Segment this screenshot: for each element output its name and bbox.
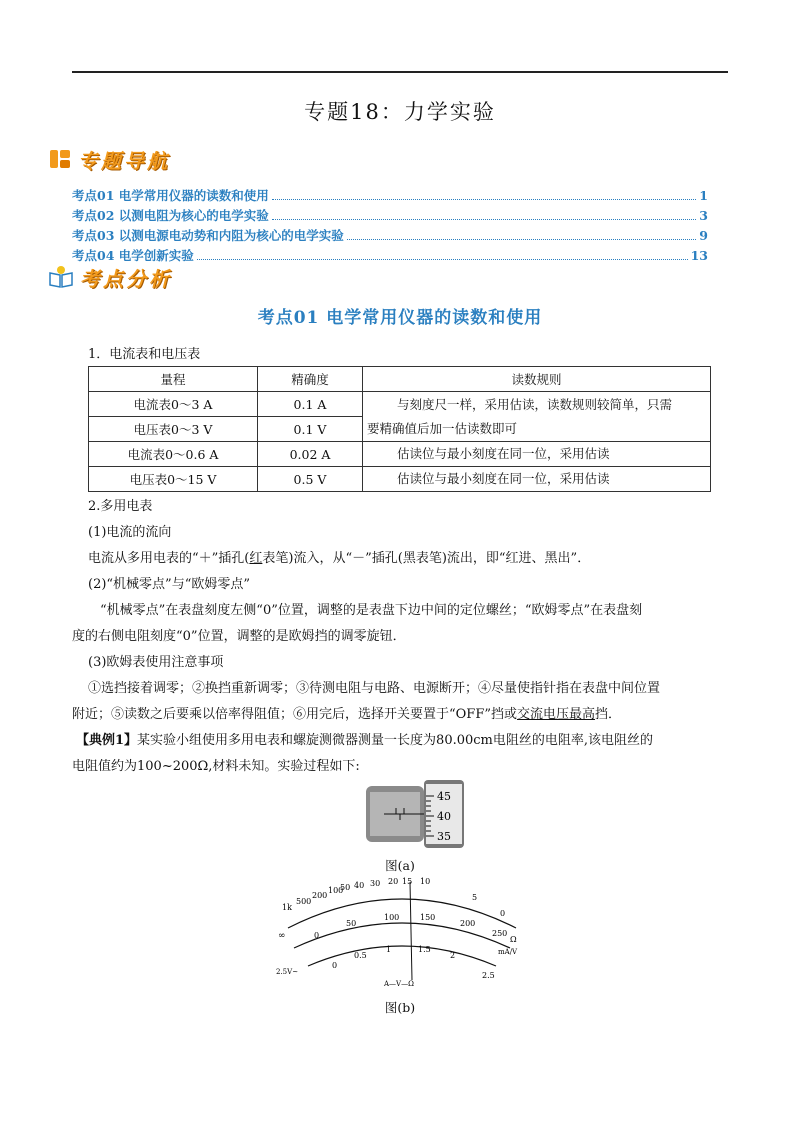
dial-tick-label: 50	[346, 919, 357, 928]
dial-mark: mA/V	[498, 948, 518, 956]
text-run: 表笔)流入，从“－”插孔(黑表笔)流出，即“红进、黑出”．	[262, 551, 591, 566]
toc-leader	[272, 199, 697, 200]
table-cell-merged	[363, 392, 711, 442]
text-run: 某实验小组使用多用电表和螺旋测微器测量一长度为80.00cm电阻丝的电阻率,该电阻丝的	[137, 733, 654, 748]
nav-banner-label: 专题导航	[78, 148, 170, 173]
table-cell: 0.02 A	[258, 442, 363, 467]
dial-tick-label: 40	[354, 881, 365, 890]
table-cell: 电流表0～3 A	[89, 392, 258, 417]
toc-label: 考点03 以测电源电动势和内阻为核心的电学实验	[72, 228, 344, 243]
table-cell: 0.1 V	[258, 417, 363, 442]
dial-tick-label: 50	[340, 883, 351, 892]
table-cell: 电流表0～0.6 A	[89, 442, 258, 467]
dial-tick-label: 200	[312, 891, 328, 900]
dial-bottom-label: A—V—Ω	[384, 980, 414, 988]
dial-tick-label: 30	[370, 879, 381, 888]
dial-tick-label: 2	[450, 951, 456, 960]
analysis-banner	[48, 262, 172, 292]
merged-rule-line: 与刻度尺一样，采用估读，读数规则较简单，只需	[397, 396, 673, 412]
s2-heading: 2.多用电表	[88, 499, 153, 514]
dial-tick-label: 20	[388, 877, 399, 886]
dial-tick-label: 100	[384, 913, 400, 922]
dial-tick-label: 200	[460, 919, 476, 928]
section-title: 考点01 电学常用仪器的读数和使用	[257, 308, 543, 328]
dial-mark: Ω	[510, 935, 517, 944]
dial-tick-label: 1	[386, 945, 392, 954]
s1-heading: 1．电流表和电压表	[88, 347, 201, 362]
s2-2-line1: “机械零点”在表盘刻度左侧“0”位置，调整的是表盘下边中间的定位螺丝；“欧姆零点”在表盘刻	[100, 603, 643, 618]
table-cell: 估读位与最小刻度在同一位，采用估读	[363, 467, 711, 492]
current-scale-arc	[294, 923, 510, 948]
dial-tick-label: 150	[420, 913, 436, 922]
dial-tick-label: 0.5	[354, 951, 367, 960]
navigation-icon	[48, 147, 72, 171]
thimble-label: 45	[437, 790, 451, 803]
toc-leader	[197, 259, 688, 260]
s2-2-heading: (2)“机械零点”与“欧姆零点”	[88, 577, 250, 592]
toc-label: 考点04 电学创新实验	[72, 248, 194, 263]
dial-tick-label: 0	[500, 909, 506, 918]
dial-mark: ∞	[278, 931, 286, 941]
header-rule	[72, 71, 728, 73]
table-cell: 电压表0～3 V	[89, 417, 258, 442]
text-run: 电流从多用电表的“＋”插孔(	[88, 551, 250, 566]
analysis-banner-label: 考点分析	[80, 266, 172, 291]
example-label: 【典例1】	[76, 733, 138, 748]
dial-tick-label: 10	[420, 877, 431, 886]
needle	[410, 882, 412, 980]
dial-tick-label: 5	[472, 893, 478, 902]
dial-tick-label: 0	[314, 931, 320, 940]
toc-page: 9	[699, 228, 708, 243]
book-bulb-icon	[48, 265, 74, 289]
micrometer-figure	[366, 778, 466, 850]
dial-tick-label: 250	[492, 929, 508, 938]
figure-b-caption: 图(b)	[384, 1000, 416, 1015]
table-row	[89, 442, 711, 467]
example-line1	[76, 728, 728, 754]
toc-entry[interactable]	[72, 206, 708, 226]
toc-entry[interactable]	[72, 186, 708, 206]
toc-label: 考点01 电学常用仪器的读数和使用	[72, 188, 269, 203]
dial-tick-label: 2.5	[482, 971, 495, 980]
table-header-row	[89, 367, 711, 392]
table-row	[89, 392, 711, 417]
dial-tick-label: 500	[296, 897, 312, 906]
page-title: 专题18：力学实验	[304, 100, 496, 124]
s2-3-heading: (3)欧姆表使用注意事项	[88, 655, 224, 670]
toc-leader	[347, 239, 697, 240]
toc-label: 考点02 以测电阻为核心的电学实验	[72, 208, 269, 223]
text-run: 附近；⑤读数之后要乘以倍率得阻值；⑥用完后，选择开关要置于“OFF”挡或	[72, 707, 517, 722]
text-run: 挡．	[595, 707, 622, 722]
meters-table	[88, 366, 711, 492]
dial-mark: 2.5V~	[276, 968, 299, 976]
underlined-text: 交流电压最高	[517, 707, 596, 722]
table-cell: 电压表0～15 V	[89, 467, 258, 492]
dial-tick-label: 1.5	[418, 945, 431, 954]
underlined-text: 红	[249, 551, 263, 566]
table-cell: 0.5 V	[258, 467, 363, 492]
table-of-contents	[72, 186, 708, 266]
table-cell: 估读位与最小刻度在同一位，采用估读	[363, 442, 711, 467]
table-row	[89, 467, 711, 492]
table-cell: 0.1 A	[258, 392, 363, 417]
s2-3-line1: ①选挡接着调零；②换挡重新调零；③待测电阻与电路、电源断开；④尽量使指针指在表盘中间位置	[88, 681, 661, 696]
table-header: 读数规则	[363, 367, 711, 392]
toc-leader	[272, 219, 697, 220]
example-line2: 电阻值约为100~200Ω,材料未知。实验过程如下:	[72, 759, 360, 774]
table-header: 精确度	[258, 367, 363, 392]
thimble-label: 40	[437, 810, 451, 823]
s2-1-text	[88, 546, 728, 572]
table-header: 量程	[89, 367, 258, 392]
toc-page: 13	[690, 248, 708, 263]
multimeter-dial	[274, 876, 530, 992]
s2-1-heading: (1)电流的流向	[88, 525, 172, 540]
s2-2-line2: 度的右侧电阻刻度“0”位置，调整的是欧姆挡的调零旋钮．	[72, 629, 406, 644]
dial-tick-label: 15	[402, 877, 413, 886]
nav-banner	[48, 144, 170, 174]
figure-a-caption: 图(a)	[385, 858, 415, 873]
dial-tick-label: 1k	[282, 903, 292, 912]
merged-rule-line: 要精确值后加一估读数即可	[367, 420, 518, 436]
thimble-label: 35	[437, 830, 451, 843]
dial-tick-label: 100	[328, 886, 344, 895]
toc-page: 1	[699, 188, 708, 203]
toc-page: 3	[699, 208, 708, 223]
toc-entry[interactable]	[72, 226, 708, 246]
s2-3-line2	[72, 702, 728, 728]
dial-tick-label: 0	[332, 961, 338, 970]
ohm-scale-arc	[288, 899, 516, 928]
